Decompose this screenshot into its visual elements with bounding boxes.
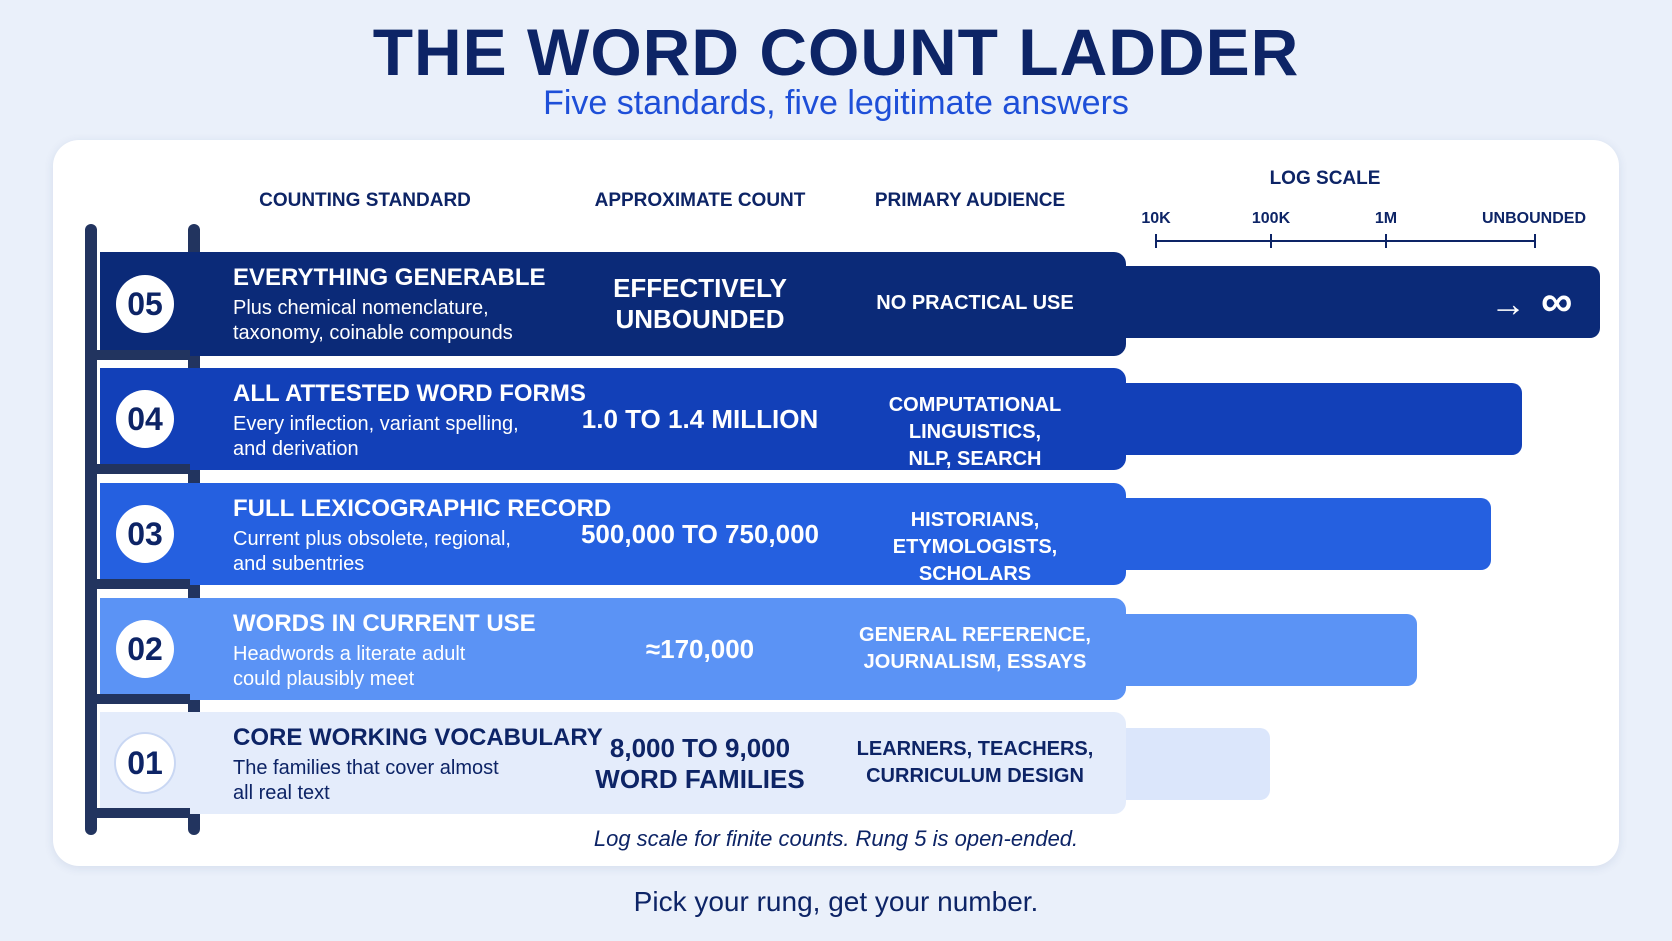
column-header-log-scale: LOG SCALE	[1269, 168, 1381, 189]
rung-title: FULL LEXICOGRAPHIC RECORD	[233, 495, 612, 522]
rung-title: EVERYTHING GENERABLE	[233, 264, 546, 291]
rung-count-line: EFFECTIVELY	[613, 273, 787, 303]
rung-description: Headwords a literate adult	[233, 643, 466, 665]
rung-count	[570, 634, 830, 665]
rung-audience	[830, 507, 1120, 588]
rung-audience	[830, 736, 1120, 790]
page-subtitle: Five standards, five legitimate answers	[543, 84, 1129, 122]
page-title: THE WORD COUNT LADDER	[372, 15, 1300, 89]
rung-title: WORDS IN CURRENT USE	[233, 610, 536, 637]
rung-title: CORE WORKING VOCABULARY	[233, 724, 603, 751]
rung-count-line: ≈170,000	[645, 634, 755, 664]
rung-audience-line: GENERAL REFERENCE,	[859, 624, 1091, 646]
rung-description: Every inflection, variant spelling,	[233, 413, 519, 435]
rung-count	[570, 404, 830, 435]
rung-number-badge: 05	[116, 275, 174, 333]
rung-audience	[830, 290, 1120, 317]
ladder-rung	[95, 694, 190, 704]
log-scale-bar-01	[1126, 728, 1270, 800]
rung-count-line: 500,000 TO 750,000	[580, 519, 820, 549]
rung-description: taxonomy, coinable compounds	[233, 322, 513, 344]
rung-description: Plus chemical nomenclature,	[233, 297, 489, 319]
scale-tick-label-10k: 10K	[1141, 210, 1171, 227]
rung-audience-line: JOURNALISM, ESSAYS	[863, 651, 1087, 673]
log-scale-bar-02	[1126, 614, 1417, 686]
scale-tick-label-1m: 1M	[1374, 210, 1398, 227]
footnote: Log scale for finite counts. Rung 5 is open-ended.	[593, 826, 1079, 851]
column-header-audience: PRIMARY AUDIENCE	[874, 190, 1066, 211]
rung-description: Current plus obsolete, regional,	[233, 528, 511, 550]
column-header-count: APPROXIMATE COUNT	[594, 190, 806, 211]
scale-tick-label-unbounded: UNBOUNDED	[1482, 210, 1586, 227]
scale-tick	[1155, 234, 1157, 248]
ladder-rung	[95, 464, 190, 474]
rung-title: ALL ATTESTED WORD FORMS	[233, 380, 586, 407]
scale-tick-label-100k: 100K	[1251, 210, 1291, 227]
rung-audience	[830, 392, 1120, 473]
log-scale-bar-04	[1126, 383, 1522, 455]
tagline: Pick your rung, get your number.	[633, 886, 1039, 917]
log-scale-bar-05	[1126, 266, 1600, 338]
rung-description: all real text	[233, 782, 330, 804]
rung-number-badge: 02	[116, 620, 174, 678]
rung-audience-line: NLP, SEARCH	[908, 448, 1042, 470]
ladder-rung	[95, 350, 190, 360]
rung-count-line: 1.0 TO 1.4 MILLION	[581, 404, 819, 434]
rung-description: could plausibly meet	[233, 668, 415, 690]
rung-count-line: 8,000 TO 9,000	[609, 733, 791, 763]
ladder-rail-left	[85, 224, 97, 835]
scale-tick	[1534, 234, 1536, 248]
rung-number-badge: 01	[116, 734, 174, 792]
rung-count	[570, 273, 830, 335]
scale-tick	[1270, 234, 1272, 248]
ladder-rung	[95, 808, 190, 818]
arrow-right-icon: →	[1490, 283, 1526, 324]
rung-description: and derivation	[233, 438, 359, 460]
rung-count	[570, 733, 830, 795]
rung-number-badge: 04	[116, 390, 174, 448]
scale-tick	[1385, 234, 1387, 248]
infinity-icon: ∞	[1541, 277, 1573, 326]
rung-count	[570, 519, 830, 550]
log-scale-bar-03	[1126, 498, 1491, 570]
rung-audience	[830, 622, 1120, 676]
rung-audience-line: SCHOLARS	[918, 563, 1032, 585]
rung-audience-line: HISTORIANS, ETYMOLOGISTS,	[892, 509, 1058, 558]
rung-description: The families that cover almost	[233, 757, 499, 779]
scale-axis	[1155, 240, 1535, 242]
column-header-standard: COUNTING STANDARD	[259, 190, 471, 211]
ladder-rung	[95, 579, 190, 589]
rung-audience-line: CURRICULUM DESIGN	[866, 765, 1084, 787]
rung-description: and subentries	[233, 553, 365, 575]
rung-count-line: WORD FAMILIES	[595, 764, 805, 794]
rung-audience-line: COMPUTATIONAL LINGUISTICS,	[888, 394, 1062, 443]
rung-number-badge: 03	[116, 505, 174, 563]
rung-audience-line: LEARNERS, TEACHERS,	[856, 738, 1094, 760]
rung-count-line: UNBOUNDED	[615, 304, 785, 334]
rung-audience-line: NO PRACTICAL USE	[876, 292, 1074, 314]
